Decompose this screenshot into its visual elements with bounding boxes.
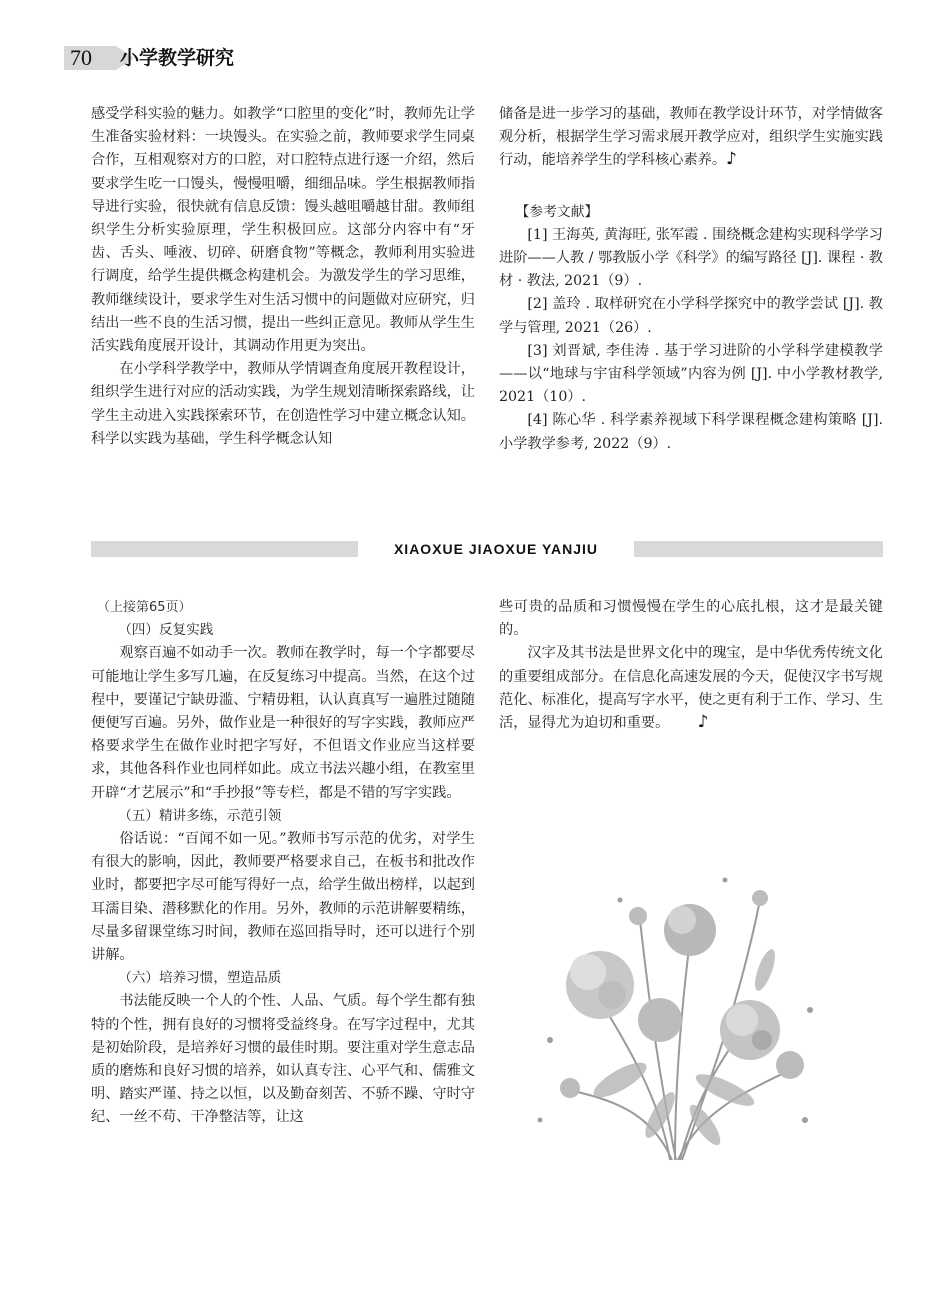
divider-bar-left (91, 541, 358, 557)
paragraph (499, 103, 883, 173)
music-note-icon: ♪ (697, 712, 709, 733)
music-note-icon: ♪ (726, 149, 737, 170)
flower-bouquet-illustration (510, 860, 840, 1170)
paragraph: 在小学科学教学中，教师从学情调查角度展开教程设计，组织学生进行对应的活动实践，为学生规划清晰探索路线，让学生主动进入实践探索环节，在创造性学习中建立概念认知。科学以实践为基础，学生科学概念认知 (91, 361, 475, 447)
section-heading: （六）培养习惯，塑造品质 (118, 970, 282, 987)
reference-item: [1] 王海英, 黄海旺, 张军霞 . 围绕概念建构实现科学学习进阶——人教 / 鄂教版小学《科学》的编写路径 [J]. 课程 · 教材 · 教法, 2021（9）. (499, 226, 883, 290)
bottom-left-column (91, 596, 475, 1130)
top-right-column (499, 103, 883, 456)
reference-item: [2] 盖玲 . 取样研究在小学科学探究中的教学尝试 [J]. 教学与管理, 2021（26）. (499, 296, 883, 336)
bottom-right-column (499, 596, 883, 735)
references-heading: 【参考文献】 (515, 203, 599, 220)
paragraph (499, 642, 883, 735)
journal-title: 小学教学研究 (120, 47, 235, 69)
page-header (64, 46, 364, 70)
section-heading: （四）反复实践 (118, 622, 214, 639)
section-divider (91, 541, 883, 557)
page-number: 70 (64, 46, 116, 70)
paragraph-text: 储备是进一步学习的基础，教师在教学设计环节，对学情做客观分析，根据学生学习需求展开教学应对，组织学生实施实践行动，能培养学生的学科核心素养。 (499, 106, 883, 169)
reference-item: [4] 陈心华 . 科学素养视域下科学课程概念建构策略 [J]. 小学教学参考, 2022（9）. (499, 412, 883, 452)
divider-text: XIAOXUE JIAOXUE YANJIU (358, 541, 634, 557)
continued-note: （上接第65页） (97, 600, 192, 615)
paragraph: 书法能反映一个人的个性、人品、气质。每个学生都有独特的个性，拥有良好的习惯将受益终身。在写字过程中，尤其是初始阶段，是培养好习惯的最佳时期。要注重对学生意志品质的磨炼和良好习惯的培养，如认真专注、心平气和、儒雅文明、踏实严谨、持之以恒，以及勤奋刻苦、不骄不躁、守时守纪、一丝不苟、干净整洁等，让这 (91, 993, 475, 1126)
divider-bar-right (634, 541, 883, 557)
paragraph: 俗话说：“百闻不如一见。”教师书写示范的优劣，对学生有很大的影响，因此，教师要严格要求自己，在板书和批改作业时，都要把字尽可能写得好一点，给学生做出榜样，以起到耳濡目染、潜移默化的作用。另外，教师的示范讲解要精练，尽量多留课堂练习时间，教师在巡回指导时，还可以进行个别讲解。 (91, 831, 475, 964)
paragraph-text: 汉字及其书法是世界文化中的瑰宝，是中华优秀传统文化的重要组成部分。在信息化高速发展的今天，促使汉字书写规范化、标准化，提高写字水平，使之更有利于工作、学习、生活，显得尤为迫切和重要。 (499, 645, 883, 732)
reference-item: [3] 刘晋斌, 李佳涛 . 基于学习进阶的小学科学建模教学——以“地球与宇宙科学领域”内容为例 [J]. 中小学教材教学, 2021（10）. (499, 342, 883, 406)
paragraph: 些可贵的品质和习惯慢慢在学生的心底扎根，这才是最关键的。 (499, 599, 883, 639)
paragraph: 观察百遍不如动手一次。教师在教学时，每一个字都要尽可能地让学生多写几遍，在反复练习中提高。当然，在这个过程中，要谨记宁缺毋滥、宁精毋粗，认认真真写一遍胜过随随便便写百遍。另外，做作业是一种很好的写字实践，教师应严格要求学生在做作业时把字写好，不但语文作业应当这样要求，其他各科作业也同样如此。成立书法兴趣小组，在教室里开辟“才艺展示”和“手抄报”等专栏，都是不错的写字实践。 (91, 645, 475, 801)
paragraph: 感受学科实验的魅力。如教学“口腔里的变化”时，教师先让学生准备实验材料：一块馒头。在实验之前，教师要求学生同桌合作，互相观察对方的口腔，对口腔特点进行逐一介绍，然后要求学生吃一口馒头，慢慢咀嚼，细细品味。学生根据教师指导进行实验，很快就有信息反馈：馒头越咀嚼越甘甜。教师组织学生分析实验原理，学生积极回应。这部分内容中有“牙齿、舌头、唾液、切碎、研磨食物”等概念，教师利用实验进行调度，给学生提供概念构建机会。为激发学生的学习思维，教师继续设计，要求学生对生活习惯中的问题做对应研究，归结出一些不良的生活习惯，提出一些纠正意见。教师从学生生活实践角度展开设计，其调动作用更为突出。 (91, 106, 475, 355)
section-heading: （五）精讲多练，示范引领 (118, 807, 282, 824)
top-left-column (91, 103, 475, 451)
